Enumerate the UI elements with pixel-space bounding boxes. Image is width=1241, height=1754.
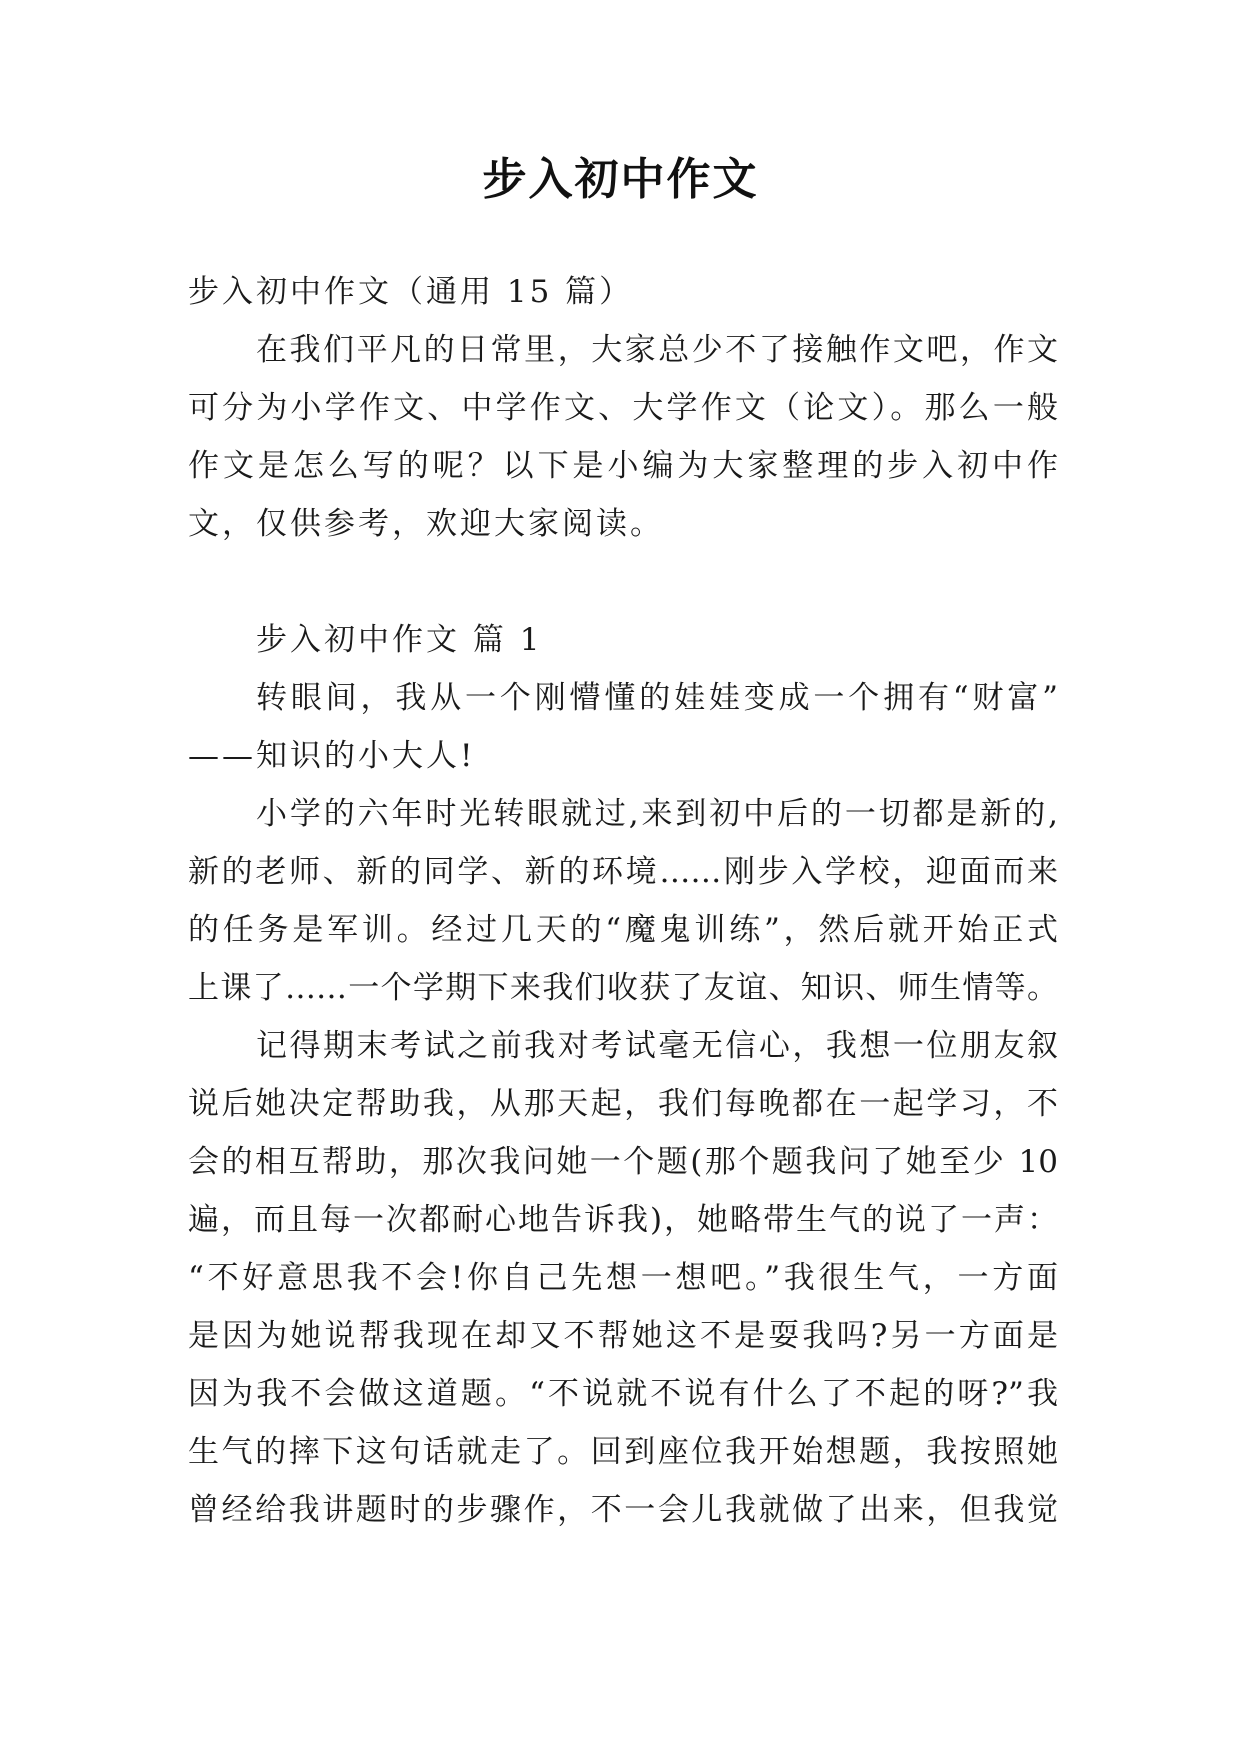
paragraph-line: 说后她决定帮助我，从那天起，我们每晚都在一起学习，不: [188, 1086, 1058, 1122]
paragraph-line: 转眼间，我从一个刚懵懂的娃娃变成一个拥有“财富”: [256, 680, 1058, 716]
paragraph-line: 会的相互帮助，那次我问她一个题(那个题我问了她至少 10: [188, 1144, 1058, 1180]
paragraph-line: 是因为她说帮我现在却又不帮她这不是耍我吗?另一方面是: [188, 1318, 1058, 1354]
paragraph-line: 小学的六年时光转眼就过,来到初中后的一切都是新的,: [256, 796, 1058, 832]
intro-line: 作文是怎么写的呢？以下是小编为大家整理的步入初中作: [188, 448, 1058, 484]
paragraph-line: 上课了……一个学期下来我们收获了友谊、知识、师生情等。: [188, 970, 1058, 1006]
document-body: [188, 263, 1058, 1539]
paragraph-line: 生气的摔下这句话就走了。回到座位我开始想题，我按照她: [188, 1434, 1058, 1470]
intro-line: 文，仅供参考，欢迎大家阅读。: [188, 506, 664, 542]
page-title: 步入初中作文: [482, 154, 759, 205]
section-heading: 步入初中作文 篇 1: [256, 622, 543, 658]
paragraph-line: 曾经给我讲题时的步骤作，不一会儿我就做了出来，但我觉: [188, 1492, 1058, 1528]
paragraph-line: 记得期末考试之前我对考试毫无信心，我想一位朋友叙: [256, 1028, 1058, 1064]
paragraph-line: 遍，而且每一次都耐心地告诉我)，她略带生气的说了一声：: [188, 1202, 1058, 1238]
paragraph-line: “不好意思我不会!你自己先想一想吧。”我很生气，一方面: [188, 1260, 1058, 1296]
intro-line: 可分为小学作文、中学作文、大学作文（论文）。那么一般: [188, 390, 1058, 426]
paragraph-line: 新的老师、新的同学、新的环境……刚步入学校，迎面而来: [188, 854, 1058, 890]
subtitle: 步入初中作文（通用 15 篇）: [188, 274, 634, 310]
intro-line: 在我们平凡的日常里，大家总少不了接触作文吧，作文: [256, 332, 1058, 368]
paragraph-line: ——知识的小大人!: [188, 738, 476, 774]
paragraph-line: 的任务是军训。经过几天的“魔鬼训练”，然后就开始正式: [188, 912, 1058, 948]
paragraph-line: 因为我不会做这道题。“不说就不说有什么了不起的呀?”我: [188, 1376, 1058, 1412]
paragraph-spacer: [188, 553, 1058, 611]
